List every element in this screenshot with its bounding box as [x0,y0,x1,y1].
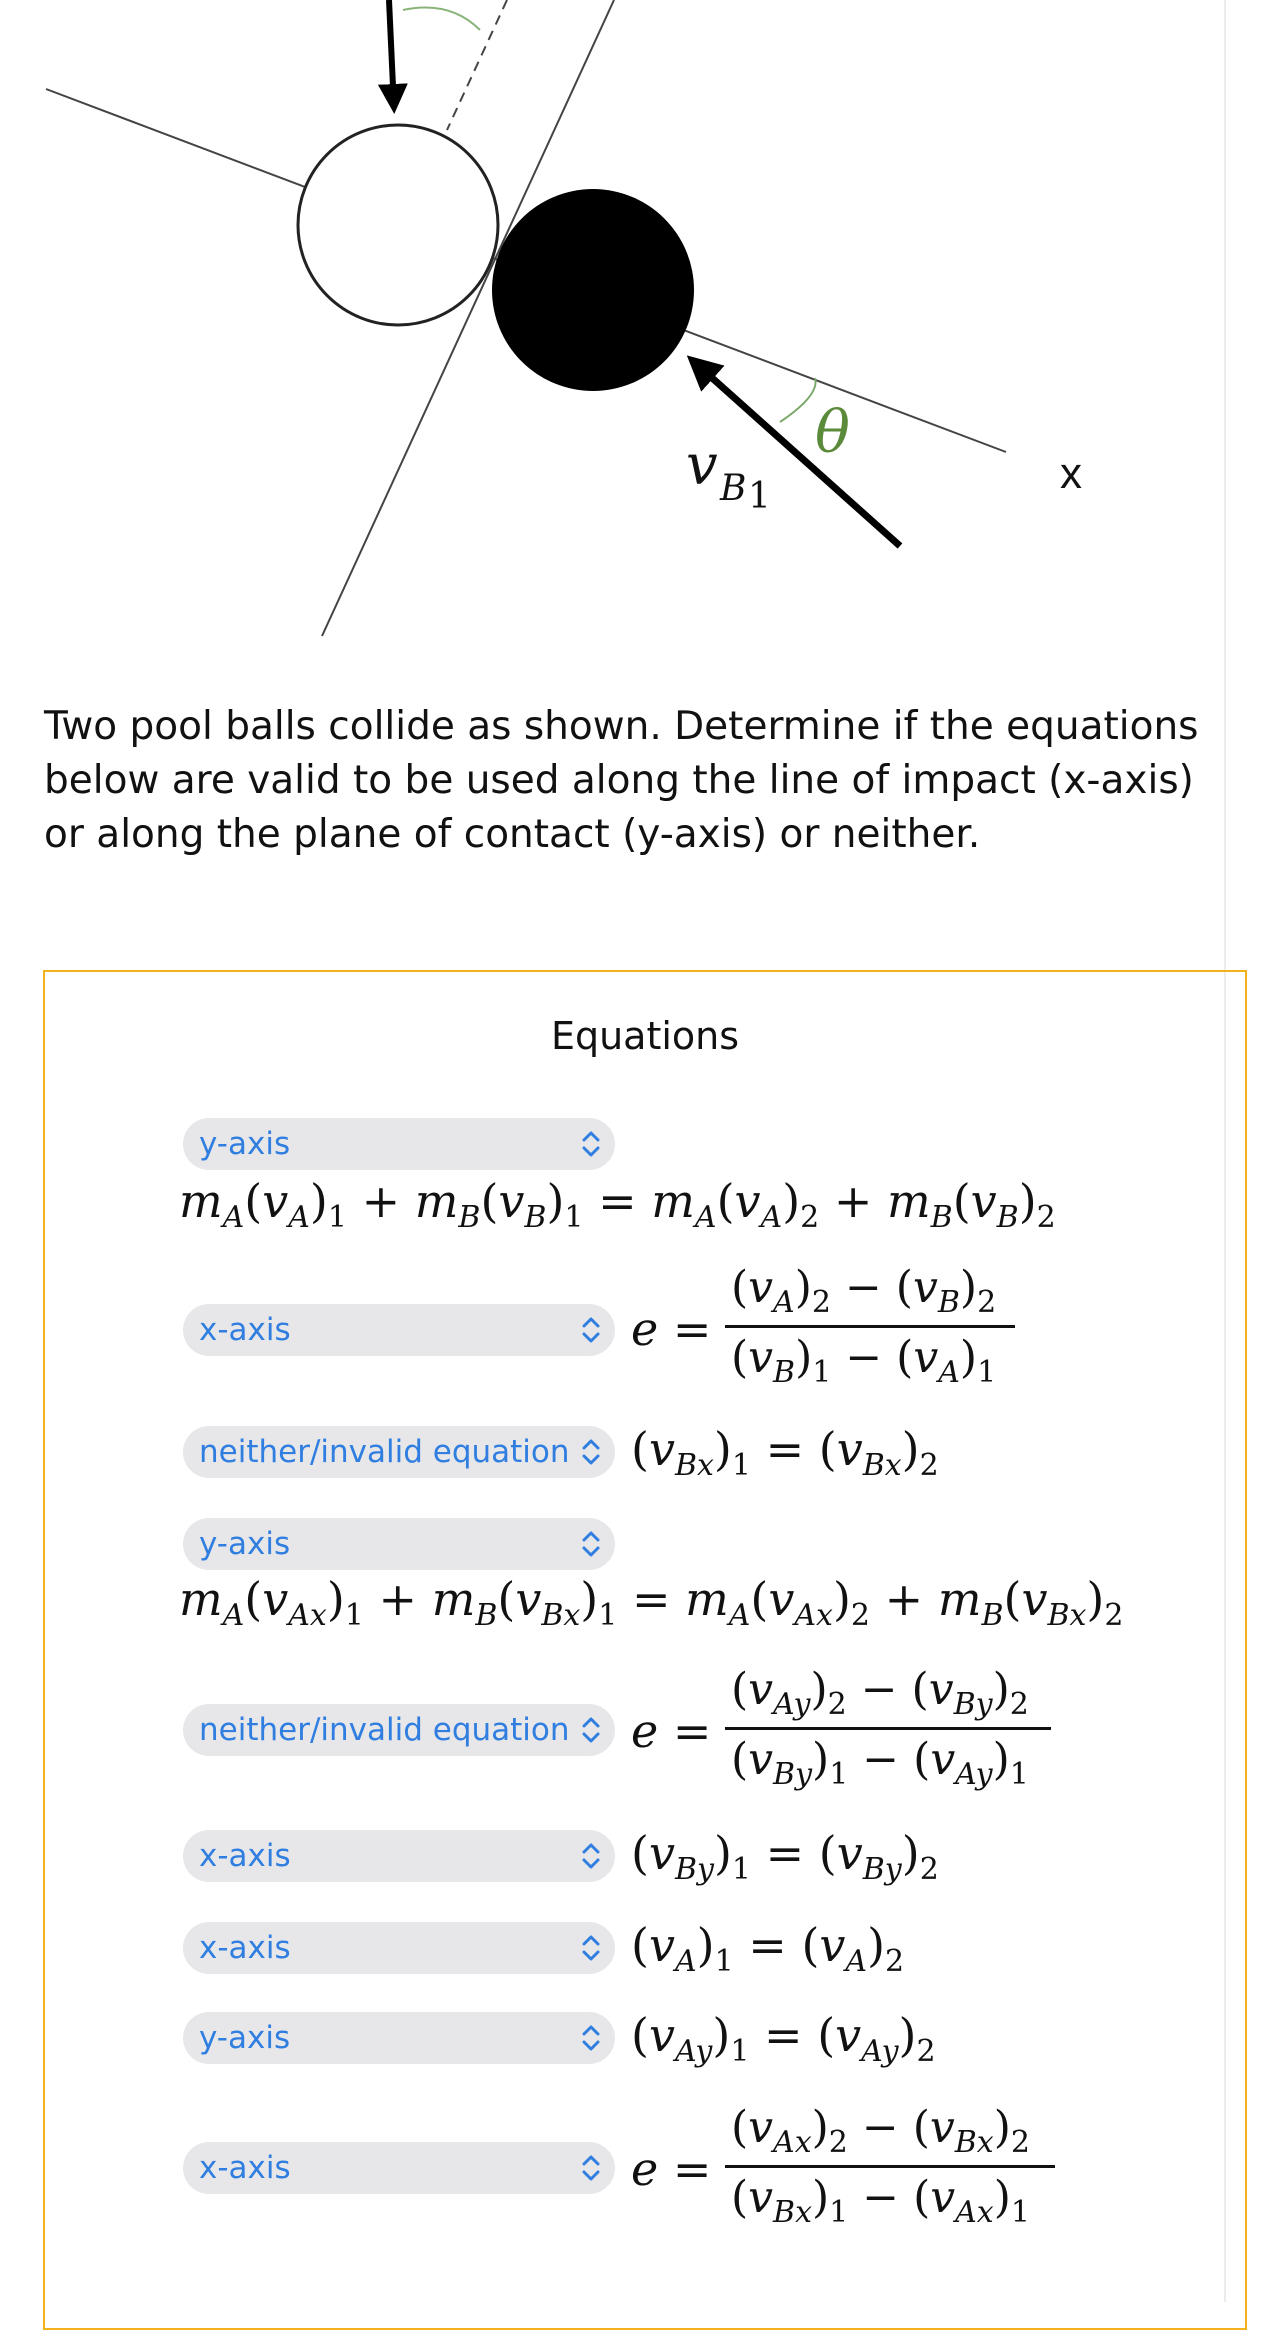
chevron-updown-icon [579,1126,603,1162]
chevron-updown-icon [579,2020,603,2056]
select-value: y-axis [199,2020,291,2056]
axis-select-6[interactable] [183,1830,615,1882]
problem-prompt: Two pool balls collide as shown. Determine if the equations below are valid to be used along the line of impact (x-axis) or along the plane of contact (y-axis) or neither. [44,704,1199,857]
equation-restitution-y: e = $(v_{Ay})_2 - (v_{By})_2$ $(v_{By})_1 - (v_{Ay})_1$ [631,1664,1091,1804]
equation-vby-conserved: $(v_{By})_1 = (v_{By})_2$ [631,1826,939,1887]
x-axis-label: x [1060,449,1082,498]
axis-select-7[interactable] [183,1922,615,1974]
top-angle-arc [403,8,480,31]
axis-select-9[interactable] [183,2142,615,2194]
chevron-updown-icon [579,1312,603,1348]
select-value: neither/invalid equation [199,1434,570,1470]
equation-momentum-x: $m_A(v_{Ax})_1 + m_B(v_{Bx})_1 = m_A(v_{Ax})_2 + m_B(v_{Bx})_2$ [179,1572,1124,1633]
velocity-label-index: 1 [748,476,771,517]
select-value: neither/invalid equation [199,1712,570,1748]
select-value: x-axis [199,1838,291,1874]
equation-momentum-total: $m_A(v_A)_1 + m_B(v_B)_1 = m_A(v_A)_2 + m_B(v_B)_2$ [179,1174,1056,1235]
ball-a-velocity-arrow [389,0,394,108]
equation-va-conserved: $(v_A)_1 = (v_A)_2$ [631,1918,905,1979]
chevron-updown-icon [579,1526,603,1562]
ball-a [298,125,498,325]
axis-select-5[interactable] [183,1704,615,1756]
axis-select-3[interactable] [183,1426,615,1478]
collision-diagram [0,0,1284,660]
equation-vay-conserved: $(v_{Ay})_1 = (v_{Ay})_2$ [631,2008,936,2069]
equation-vbx-conserved: $(v_{Bx})_1 = (v_{Bx})_2$ [631,1422,939,1483]
select-value: x-axis [199,1930,291,1966]
axis-select-1[interactable] [183,1118,615,1170]
ball-b [492,189,694,391]
axis-select-4[interactable] [183,1518,615,1570]
select-value: y-axis [199,1526,291,1562]
select-value: y-axis [199,1126,291,1162]
equation-restitution-total: e = $(v_A)_2 - (v_B)_2$ $(v_B)_1 - (v_A)_1$ [631,1262,1071,1402]
chevron-updown-icon [579,2150,603,2186]
equation-restitution-x: e = $(v_{Ax})_2 - (v_{Bx})_2$ $(v_{Bx})_1 - (v_{Ax})_1$ [631,2102,1091,2242]
velocity-label-sub: B [720,468,747,509]
chevron-updown-icon [579,1712,603,1748]
theta-arc [780,378,816,422]
select-value: x-axis [199,2150,291,2186]
ball-b-velocity-arrow [692,360,900,546]
panel-title: Equations [550,1014,740,1058]
select-value: x-axis [199,1312,291,1348]
velocity-label-v: v [686,433,718,498]
axis-select-8[interactable] [183,2012,615,2064]
chevron-updown-icon [579,1838,603,1874]
chevron-updown-icon [579,1930,603,1966]
dashed-reference-line [447,0,507,130]
axis-select-2[interactable] [183,1304,615,1356]
equations-panel [43,970,1247,2330]
chevron-updown-icon [579,1434,603,1470]
theta-label: θ [815,398,850,466]
